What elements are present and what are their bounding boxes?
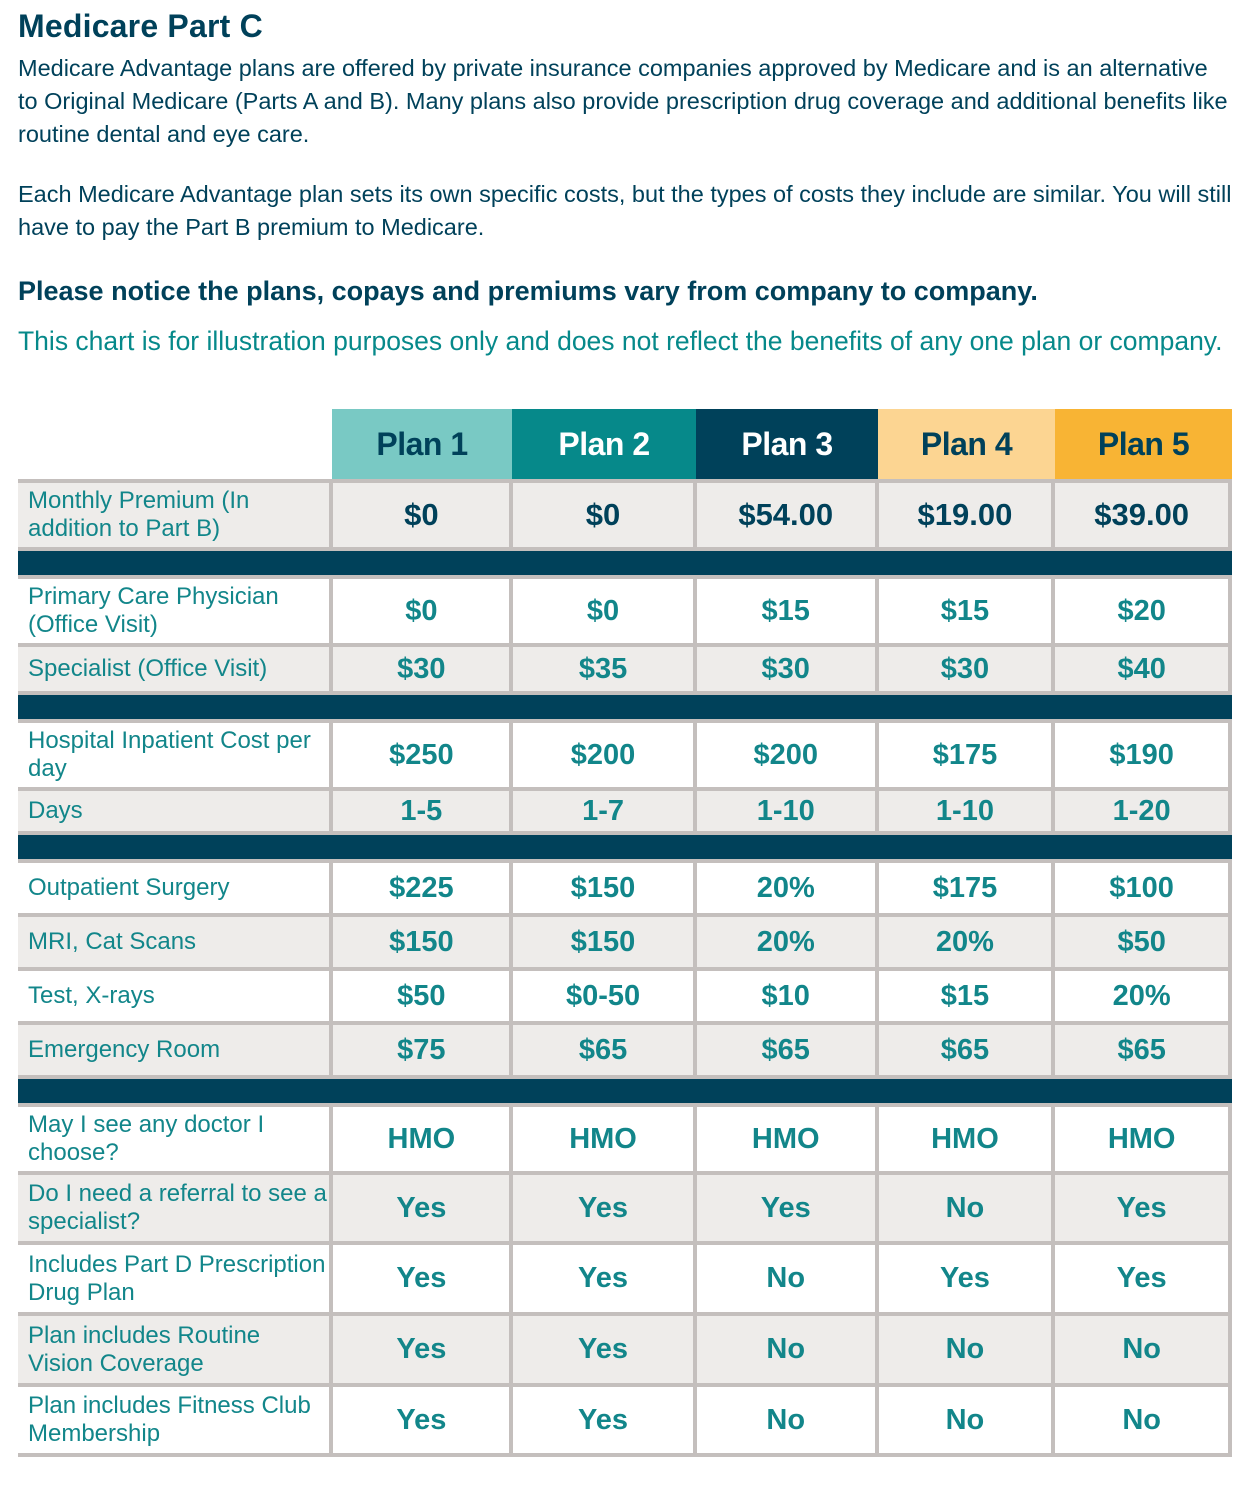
table-row-xray — [18, 967, 1232, 1021]
cell-plan-3: $65 — [697, 1025, 879, 1075]
cell-plan-5: 20% — [1055, 971, 1232, 1021]
plan-1-header: Plan 1 — [332, 409, 512, 479]
cell-plan-4: $15 — [879, 579, 1056, 643]
cell-plan-3: 20% — [697, 863, 879, 913]
cell-plan-4: $65 — [879, 1025, 1056, 1075]
cell-plan-2: $65 — [513, 1025, 697, 1075]
plan-5-header: Plan 5 — [1055, 409, 1232, 479]
cell-plan-1: Yes — [333, 1175, 513, 1241]
table-row-doctor — [18, 1103, 1232, 1171]
cell-plan-4: $15 — [879, 971, 1056, 1021]
row-label: MRI, Cat Scans — [18, 917, 333, 967]
row-label: Hospital Inpatient Cost per day — [18, 723, 333, 787]
cell-plan-2: $150 — [513, 917, 697, 967]
cell-plan-5: $20 — [1055, 579, 1232, 643]
header-blank-cell — [18, 409, 332, 479]
table-row-specialist — [18, 643, 1232, 691]
page-title: Medicare Part C — [18, 8, 263, 44]
table-row-er — [18, 1021, 1232, 1075]
cell-plan-3: $54.00 — [697, 483, 879, 547]
row-label: Plan includes Fitness Club Membership — [18, 1387, 333, 1453]
cell-plan-4: $30 — [879, 647, 1056, 691]
cell-plan-5: $39.00 — [1055, 483, 1232, 547]
row-label: Plan includes Routine Vision Coverage — [18, 1316, 333, 1383]
plan-3-header: Plan 3 — [696, 409, 878, 479]
cell-plan-5: $40 — [1055, 647, 1232, 691]
section-separator — [18, 691, 1232, 719]
cost-paragraph: Each Medicare Advantage plan sets its own specific costs, but the types of costs they include are similar. You will still have to pay the Part B premium to Medicare. — [18, 181, 1232, 240]
table-row-days — [18, 787, 1232, 831]
table-row-referral — [18, 1171, 1232, 1241]
cell-plan-5: $100 — [1055, 863, 1232, 913]
section-separator — [18, 831, 1232, 859]
cell-plan-2: $0 — [513, 483, 697, 547]
cell-plan-1: $30 — [333, 647, 513, 691]
cell-plan-2: $150 — [513, 863, 697, 913]
row-label: Do I need a referral to see a specialist? — [18, 1175, 333, 1241]
cell-plan-2: $35 — [513, 647, 697, 691]
cell-plan-1: Yes — [333, 1387, 513, 1453]
cell-plan-5: $50 — [1055, 917, 1232, 967]
cell-plan-4: HMO — [879, 1107, 1056, 1171]
cell-plan-4: $19.00 — [879, 483, 1056, 547]
cell-plan-1: $50 — [333, 971, 513, 1021]
cell-plan-4: 20% — [879, 917, 1056, 967]
table-row-mri — [18, 913, 1232, 967]
row-label: Emergency Room — [18, 1025, 333, 1075]
cell-plan-3: 1-10 — [697, 791, 879, 831]
cell-plan-5: Yes — [1055, 1245, 1232, 1312]
cell-plan-2: Yes — [513, 1387, 697, 1453]
row-label: Test, X-rays — [18, 971, 333, 1021]
cell-plan-5: HMO — [1055, 1107, 1232, 1171]
cell-plan-3: HMO — [697, 1107, 879, 1171]
cell-plan-1: Yes — [333, 1245, 513, 1312]
cell-plan-3: Yes — [697, 1175, 879, 1241]
row-label: Specialist (Office Visit) — [18, 647, 333, 691]
cell-plan-3: No — [697, 1387, 879, 1453]
cell-plan-1: $250 — [333, 723, 513, 787]
cell-plan-1: $75 — [333, 1025, 513, 1075]
table-row-partd — [18, 1241, 1232, 1312]
cell-plan-4: No — [879, 1175, 1056, 1241]
cell-plan-5: No — [1055, 1316, 1232, 1383]
cell-plan-3: $30 — [697, 647, 879, 691]
row-label: Outpatient Surgery — [18, 863, 333, 913]
cell-plan-3: $10 — [697, 971, 879, 1021]
cell-plan-1: $0 — [333, 483, 513, 547]
row-label: May I see any doctor I choose? — [18, 1107, 333, 1171]
cell-plan-2: 1-7 — [513, 791, 697, 831]
cell-plan-4: No — [879, 1387, 1056, 1453]
cell-plan-4: 1-10 — [879, 791, 1056, 831]
cell-plan-1: $150 — [333, 917, 513, 967]
cell-plan-1: 1-5 — [333, 791, 513, 831]
section-separator — [18, 547, 1232, 575]
table-row-fitness — [18, 1383, 1232, 1453]
section-separator — [18, 1075, 1232, 1103]
row-label: Days — [18, 791, 333, 831]
plan-4-header: Plan 4 — [878, 409, 1055, 479]
cell-plan-2: $0-50 — [513, 971, 697, 1021]
cell-plan-5: 1-20 — [1055, 791, 1232, 831]
cell-plan-4: $175 — [879, 863, 1056, 913]
cell-plan-1: $225 — [333, 863, 513, 913]
cell-plan-3: $200 — [697, 723, 879, 787]
row-label: Includes Part D Prescription Drug Plan — [18, 1245, 333, 1312]
cell-plan-3: No — [697, 1316, 879, 1383]
row-label: Monthly Premium (In addition to Part B) — [18, 483, 333, 547]
cell-plan-2: Yes — [513, 1245, 697, 1312]
cell-plan-5: Yes — [1055, 1175, 1232, 1241]
table-row-pcp — [18, 575, 1232, 643]
table-header — [18, 409, 1232, 479]
plan-comparison-table — [18, 409, 1232, 1457]
cell-plan-1: HMO — [333, 1107, 513, 1171]
cell-plan-5: No — [1055, 1387, 1232, 1453]
cell-plan-4: No — [879, 1316, 1056, 1383]
cell-plan-3: $15 — [697, 579, 879, 643]
cell-plan-4: $175 — [879, 723, 1056, 787]
table-row-outpatient — [18, 859, 1232, 913]
cell-plan-1: Yes — [333, 1316, 513, 1383]
cell-plan-5: $190 — [1055, 723, 1232, 787]
intro-paragraph: Medicare Advantage plans are offered by private insurance companies approved by Medicare and is an alternative to Original Medicare (Parts A and B). Many plans also provide prescription drug coverage and additional benefits like routine dental and eye care. — [18, 55, 1228, 147]
cell-plan-5: $65 — [1055, 1025, 1232, 1075]
table-bottom-border — [18, 1453, 1232, 1457]
table-row-premium — [18, 479, 1232, 547]
cell-plan-2: $200 — [513, 723, 697, 787]
cell-plan-2: Yes — [513, 1175, 697, 1241]
disclaimer-text: This chart is for illustration purposes only and does not reflect the benefits of any one plan or company. — [18, 326, 1223, 356]
table-row-vision — [18, 1312, 1232, 1383]
row-label: Primary Care Physician (Office Visit) — [18, 579, 333, 643]
cell-plan-4: Yes — [879, 1245, 1056, 1312]
plan-2-header: Plan 2 — [512, 409, 696, 479]
cell-plan-2: Yes — [513, 1316, 697, 1383]
cell-plan-3: No — [697, 1245, 879, 1312]
cell-plan-1: $0 — [333, 579, 513, 643]
cell-plan-2: $0 — [513, 579, 697, 643]
notice-heading: Please notice the plans, copays and premiums vary from company to company. — [18, 276, 1038, 306]
cell-plan-3: 20% — [697, 917, 879, 967]
table-row-inpatient — [18, 719, 1232, 787]
cell-plan-2: HMO — [513, 1107, 697, 1171]
